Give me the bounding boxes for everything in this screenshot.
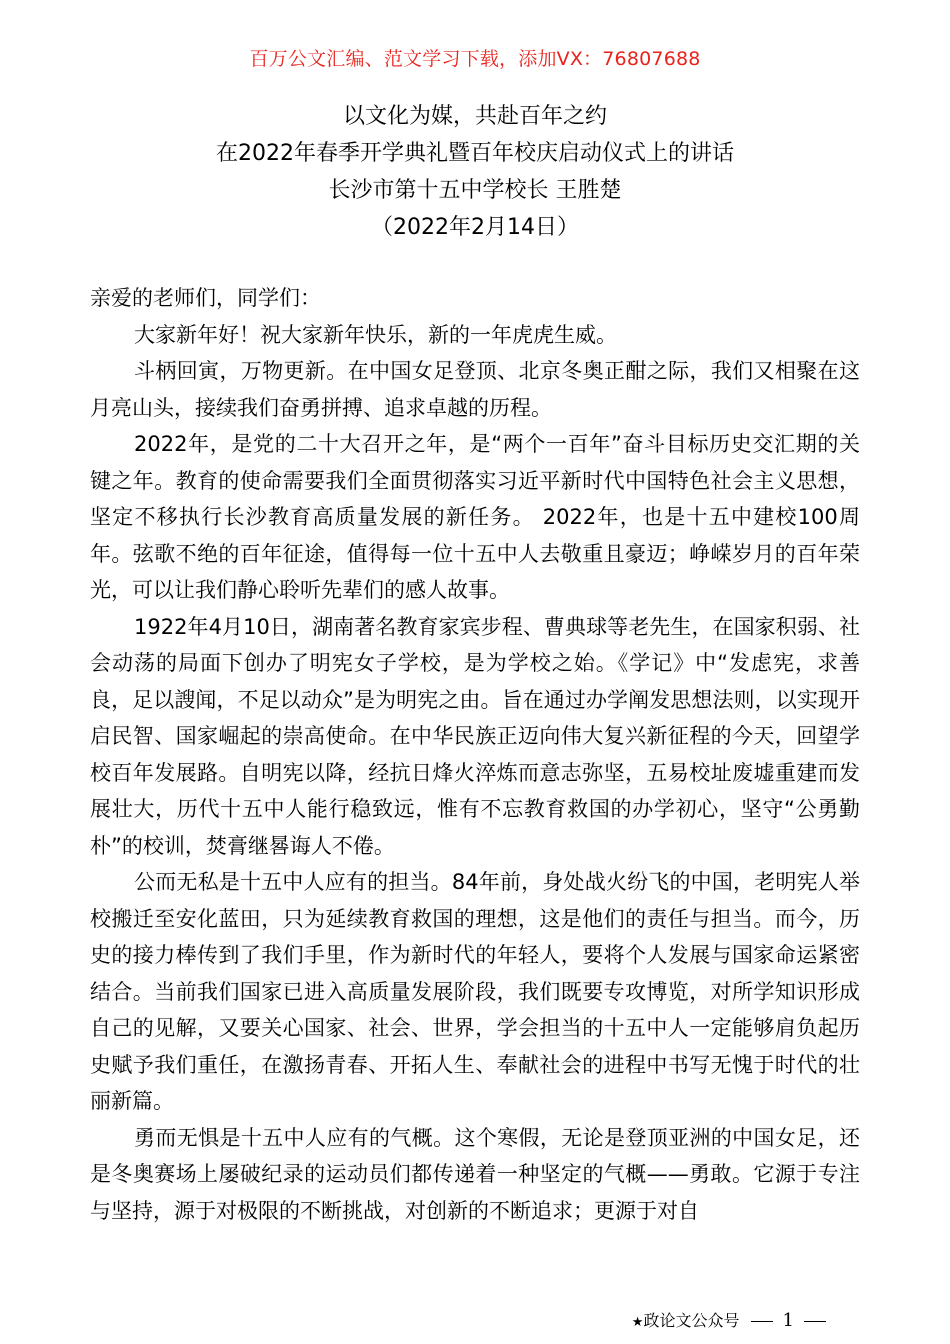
paragraph: 斗柄回寅，万物更新。在中国女足登顶、北京冬奥正酣之际，我们又相聚在这月亮山头，接续我们奋勇拼搏、追求卓越的历程。 <box>90 359 860 420</box>
page-footer <box>632 1310 832 1334</box>
footer-dash-right <box>804 1321 826 1322</box>
page-number: 1 <box>782 1310 794 1331</box>
paragraph: 1922年4月10日，湖南著名教育家宾步程、曹典球等老先生，在国家积弱、社会动荡的局面下创办了明宪女子学校，是为学校之始。《学记》中“发虑宪，求善良，足以謏闻，不足以动众”是为明宪之由。旨在通过办学阐发思想法则，以实现开启民智、国家崛起的崇高使命。在中华民族正迈向伟大复兴新征程的今天，回望学校百年发展路。自明宪以降，经抗日烽火淬炼而意志弥坚，五易校址废墟重建而发展壮大，历代十五中人能行稳致远，惟有不忘教育救国的办学初心，坚守“公勇勤朴”的校训，焚膏继晷诲人不倦。 <box>90 614 860 858</box>
paragraph: 大家新年好！祝大家新年快乐，新的一年虎虎生威。 <box>134 322 617 347</box>
salutation: 亲爱的老师们，同学们： <box>90 286 321 310</box>
document-title: 以文化为媒，共赴百年之约 <box>342 104 607 129</box>
paragraph: 勇而无惧是十五中人应有的气概。这个寒假，无论是登顶亚洲的中国女足，还是冬奥赛场上屡破纪录的运动员们都传递着一种坚定的气概——勇敢。它源于专注与坚持，源于对极限的不断挑战，对创新的不断追求；更源于对自 <box>90 1125 860 1223</box>
star-icon: ★ <box>631 1315 644 1330</box>
title-block <box>0 98 950 246</box>
promo-banner <box>0 46 950 72</box>
document-subtitle: 在2022年春季开学典礼暨百年校庆启动仪式上的讲话 <box>216 141 734 166</box>
document-date: （2022年2月14日） <box>371 215 579 240</box>
paragraph: 公而无私是十五中人应有的担当。84年前，身处战火纷飞的中国，老明宪人举校搬迁至安化蓝田，只为延续教育救国的理想，这是他们的责任与担当。而今，历史的接力棒传到了我们手里，作为新时代的年轻人，要将个人发展与国家命运紧密结合。当前我们国家已进入高质量发展阶段，我们既要专攻博览，对所学知识形成自己的见解，又要关心国家、社会、世界，学会担当的十五中人一定能够肩负起历史赋予我们重任，在激扬青春、开拓人生、奉献社会的进程中书写无愧于时代的壮丽新篇。 <box>90 870 860 1113</box>
document-author: 长沙市第十五中学校长 王胜楚 <box>328 178 622 203</box>
footer-dash-left <box>751 1321 773 1322</box>
paragraph: 2022年，是党的二十大召开之年，是“两个一百年”奋斗目标历史交汇期的关键之年。教育的使命需要我们全面贯彻落实习近平新时代中国特色社会主义思想，坚定不移执行长沙教育高质量发展的新任务。 2022年，也是十五中建校100周年。弦歌不绝的百年征途，值得每一位十五中人去敬重且豪迈；峥嵘岁月的百年荣光，可以让我们静心聆听先辈们的感人故事。 <box>90 432 860 602</box>
footer-source: 政论文公众号 <box>643 1311 740 1330</box>
speech-body <box>90 280 860 1229</box>
promo-banner-text: 百万公文汇编、范文学习下载，添加VX：76807688 <box>249 48 701 70</box>
